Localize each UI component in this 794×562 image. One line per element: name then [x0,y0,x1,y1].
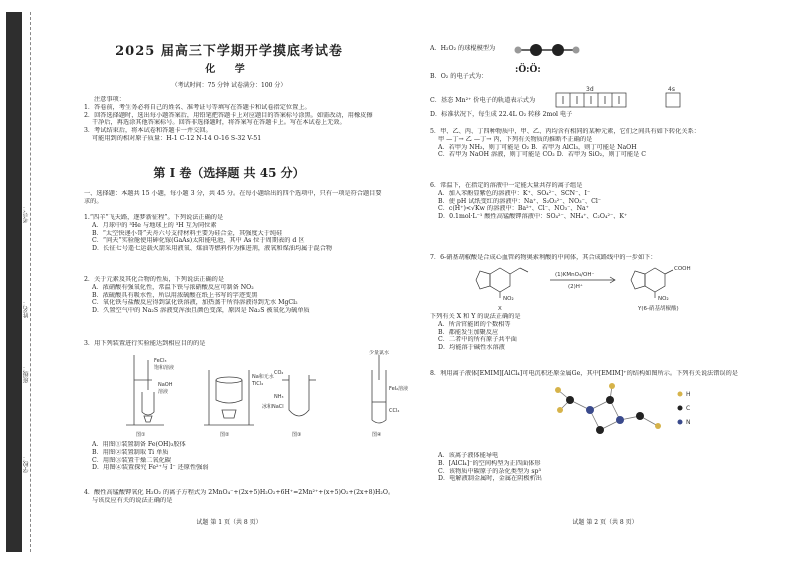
label-4s: 4s [668,86,675,93]
option: A．加入苯酚显紫色的溶液中：K⁺、SO₄²⁻、SCN⁻、I⁻ [438,189,591,197]
notice-head: 注意事项： [94,96,125,103]
question-8-options [430,452,790,483]
option: D．电解液制金属时，金属在阴极析出 [438,475,542,483]
binding-field-exam-no: 考号： [23,205,30,223]
option: D．用图④装置探究 Fe²⁺与 I⁻ 还原性强弱 [92,464,209,472]
option: D．标准状况下，每生成 22.4L O₂ 转移 2mol 电子 [430,111,573,118]
question-5 [430,128,790,159]
option: A．H₂O₂ 的球棍模型为 [430,45,496,52]
option: D．均能溶于碱性水溶液 [438,344,505,351]
option: B．“太空快递小哥”天舟六号支持材料主要为硅合金，其强度大于纯硅 [92,229,283,237]
question-1 [84,214,409,253]
question-stem: 6．常温下，在指定的溶液中一定能大量共存的离子组是 [430,182,583,189]
label-y: Y(6-硝基胡椒酸) [638,306,679,312]
question-stem: 4．酸性高锰酸钾氧化 H₂O₂ 的离子方程式为 2MnO₄⁻+(2x+5)H₂O₂+6H⁺=2Mn²⁺+(x+5)O₂+(2x+8)H₂O。 [84,489,395,496]
no2-label: NO₂ [658,296,669,302]
option: B．O₂ 的电子式为： [430,73,488,80]
label: 冰和NaCl [262,404,284,410]
emim-cation-model [540,380,700,450]
intro-line: 求的。 [84,197,103,205]
label: 饱和溶液 [154,365,175,371]
legend-c: C [686,405,691,412]
question-3-options [84,441,409,472]
notice-line: 2．回答选择题时，选出每小题答案后，用铅笔把答题卡上对应题目的答案标号涂黑。如需改动，用橡皮擦 [84,111,373,119]
exam-title: 2025 届高三下学期开学摸底考试卷 [115,44,343,59]
label: NaOH [158,382,173,388]
fig-caption: 图③ [292,432,302,438]
option: C．“问天”实验舱使用砷化镓(GaAs)太阳能电池，其中 As 位于周期表的 d 区 [92,237,305,245]
fig-caption: 图① [136,432,146,438]
notices [84,96,404,143]
exam-subject: 化 学 [205,64,253,75]
question-stem: 3．用下列装置进行实验能达到相应目的的是 [84,340,206,347]
option: B．使 pH 试纸变红的溶液中：Na⁺、S₂O₃²⁻、NO₃⁻、Cl⁻ [438,197,602,205]
page-footer: 试题 第 1 页（共 8 页） [196,519,262,526]
option: A．所含官能团的个数相等 [438,320,511,328]
label: Na和无水 [252,374,274,380]
option: B．浓硫酸具有吸水性，所以用浓硫酸在纸上书写的字迹变黑 [92,291,258,299]
label: FeI₂溶液 [389,386,409,392]
notice-line: 干净后，再选涂其他答案标号。回答非选择题时，将答案写在答题卡上。写在本试卷上无效。 [92,119,346,127]
label-x: X [498,306,502,312]
label: CCl₄ [389,408,400,414]
question-stem: 5．甲、乙、丙、丁四种物质中，甲、乙、丙均含有相同的某种元素，它们之间具有如下转化关系： [430,128,700,135]
intro [84,190,409,206]
binding-field-name: 姓名： [23,300,30,318]
label: FeCl₃ [154,358,167,364]
option: B．[AlCl₄]⁻的空间构型为正四面体形 [438,459,541,467]
option: A．浓硝酸有强氧化性，常温下铁与浓硝酸反应可制备 NO₂ [92,283,254,291]
page-footer: 试题 第 2 页（共 8 页） [572,519,638,526]
cooh-label: COOH [674,266,691,272]
option: A．该离子液体能导电 [438,452,499,459]
option: C．基态 Mn²⁺ 价电子的轨道表示式为 [430,97,536,104]
label: 溶液 [158,389,169,395]
question-stem: 7．6-硝基胡椒酸是合成心血管药物奥索利酸的中间体，其合成路线中的一步如下： [430,254,657,261]
legend-n: N [686,419,691,426]
question-8-stem [430,370,790,378]
option: B．都能发生加聚反应 [438,328,499,336]
option: C．该物质中碳原子的杂化类型为 sp³ [438,467,541,475]
notice-line: 可能用到的相对原子质量：H-1 C-12 N-14 O-16 S-32 V-51 [92,134,262,142]
q3-apparatus-figure [124,350,414,440]
question-2 [84,276,409,315]
binding-field-class: 班级： [23,365,30,383]
label-3d: 3d [586,86,594,93]
exam-meta: （考试时间：75 分钟 试卷满分：100 分） [171,82,287,89]
question-stem: 8．利用离子液体[EMIM][AlCl₄]可电沉积还原金属Ge，其中[EMIM]⁺的结构如图所示。下列有关说法错误的是 [430,370,738,377]
option: A．若甲为 NH₃，则丁可能是 O₂ B．若甲为 AlCl₃，则丁可能是 NaOH [438,143,637,151]
option: C．二者中的所有原子共平面 [438,336,517,344]
label: TiCl₄ [252,381,264,387]
option: A．月球中的 ³He 与地球上的 ³H 互为同位素 [92,221,217,229]
option: D．0.1mol·L⁻¹ 酸性高锰酸钾溶液中：SO₄²⁻、NH₄⁺、C₂O₄²⁻、K⁺ [438,213,628,220]
question-stem: 1.“四羊”飞天路，逐梦新征程”。下列说法正确的是 [84,214,224,221]
option: D．久置空气中的 Na₂S 溶液变浑浊且颜色变深，原因是 Na₂S 被氧化为硫单质 [92,307,310,314]
label: CO₂ [274,370,284,376]
option: B．用图②装置制取 Ti 单质 [92,448,169,456]
option: C．若甲为 NaOH 溶液，则丁可能是 CO₂ D．若甲为 SiO₂，则丁可能是 C [438,151,646,159]
reagent-1: (1)KMnO₄/OH⁻ [555,272,595,278]
mn-orbital-diagram [554,84,694,114]
intro-line: 一、选择题：本题共 15 小题，每小题 3 分，共 45 分。在每小题给出的四个选项中，只有一项是符合题目要 [84,190,382,197]
notice-line: 1．答卷前，考生务必将自己的姓名、准考证号等填写在答题卡和试卷指定位置上。 [84,103,311,111]
question-7-stem [430,254,790,262]
label: 少量氯水 [369,350,390,356]
question-stem: 甲 —丁→ 乙 —丁→ 丙，下列有关物质的推断不正确的是 [438,135,593,143]
binding-field-school: 学校： [23,455,30,473]
reagent-2: (2)H⁺ [568,284,583,290]
question-7-options [430,313,790,352]
fig-caption: 图④ [372,432,382,438]
q7-reaction-scheme [450,262,750,312]
question-4-stem [84,489,409,505]
question-stem: 与该反应有关的说法正确的是 [92,496,173,504]
question-stem: 2．关于元素及其化合物的性质，下列说法正确的是 [84,276,225,283]
question-6 [430,182,790,221]
option: C．氧化铁与盐酸反应得到氯化铁溶液，加热蒸干所得溶液得到无水 MgCl₂ [92,299,298,307]
binding-margin [0,0,40,562]
option: A．用图①装置制备 Fe(OH)₃胶体 [92,441,186,448]
question-3-stem [84,340,409,348]
option: D．长征七号遥七运载火箭采用液氧、煤油等燃料作为推进剂，液氧和煤油均属于混合物 [92,245,333,252]
binding-strip [6,12,22,552]
option: C．c(H⁺)<√Kw 的溶液中：Ba²⁺、Cl⁻、NO₃⁻、Na⁺ [438,205,589,213]
label: NH₃ [274,394,284,400]
section-title: 第 I 卷（选择题 共 45 分） [153,166,305,180]
question-stem: 下列有关 X 和 Y 的说法正确的是 [430,313,521,320]
page-2 [420,0,790,562]
o2-electron-formula: :Ö:Ö: [515,65,541,75]
option: C．用图③装置干燥二氧化碳 [92,456,171,464]
fig-caption: 图② [220,432,230,438]
legend-h: H [686,391,691,398]
h2o2-ball-stick-model [512,42,582,58]
notice-line: 3．考试结束后，将本试卷和答题卡一并交回。 [84,127,212,134]
page-1 [44,0,414,562]
no2-label: NO₂ [503,296,514,302]
